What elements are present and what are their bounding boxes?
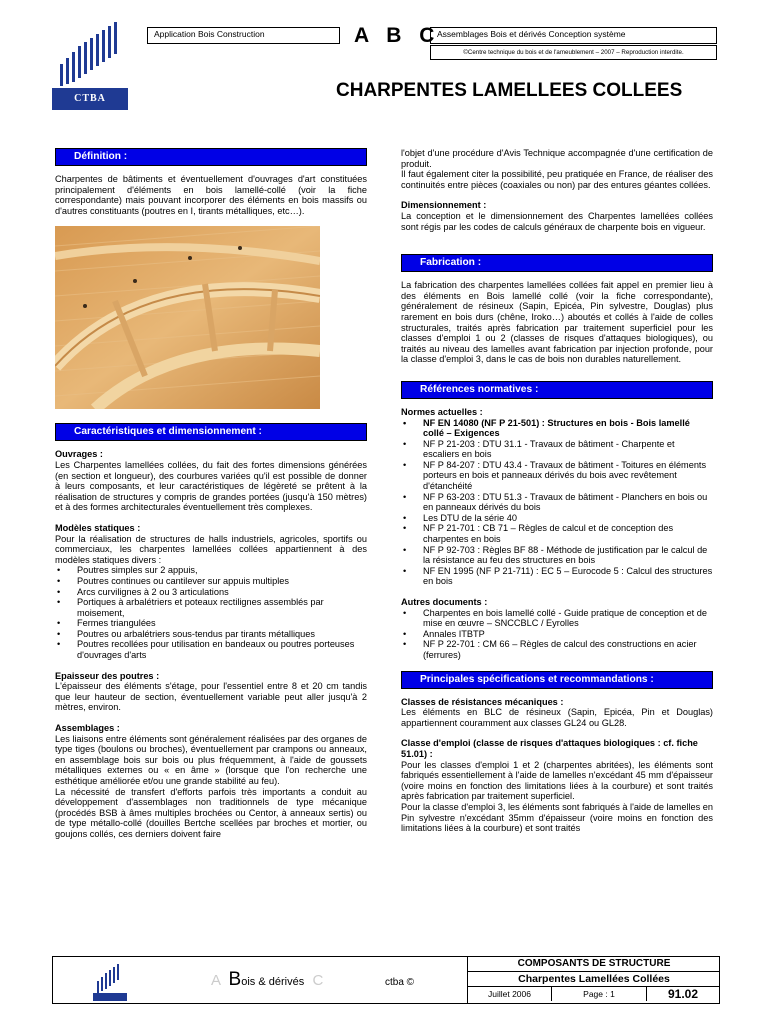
footer-abc: [211, 969, 323, 991]
list-item: • NF P 63-203 : DTU 51.3 - Travaux de bâtiment - Planchers en bois ou en panneaux dérivés du bois: [401, 492, 713, 513]
footer-meta: [468, 987, 720, 1001]
epaisseur-text: L'épaisseur des éléments s'étage, pour l'essentiel entre 8 et 20 cm tandis que leur hauteur de section, éventuellement variable peut aller jusqu'à 2 mètres, environ.: [55, 681, 367, 713]
assemblages-heading: Assemblages :: [55, 723, 120, 734]
list-item: • Poutres recollées pour utilisation en bandeaux ou poutres porteuses d'ouvrages d'arts: [55, 639, 367, 660]
list-item: • Poutres ou arbalétriers sous-tendus par tirants métalliques: [55, 629, 367, 640]
header-assemblages: Assemblages Bois et dérivés Conception système: [430, 27, 717, 44]
list-item: • Fermes triangulées: [55, 618, 367, 629]
header-copyright: ©Centre technique du bois et de l'ameublement – 2007 – Reproduction interdite.: [430, 45, 717, 60]
continuation-text: l'objet d'une procédure d'Avis Technique accompagnée d'une certification de produit.: [401, 148, 713, 169]
list-item: • Arcs curvilignes à 2 ou 3 articulations: [55, 587, 367, 598]
footer-ctba: ctba ©: [385, 977, 415, 988]
footer-page: Page : 1: [552, 987, 647, 1001]
footer-number: 91.02: [667, 987, 699, 1001]
left-column: [55, 148, 367, 840]
classes-heading: Classes de résistances mécaniques :: [401, 696, 564, 707]
list-item: • Poutres simples sur 2 appuis,: [55, 565, 367, 576]
fabrication-text: La fabrication des charpentes lamellées collées fait appel en premier lieu à des éléments en Bois lamellé collé (voir la fiche correspondante), généralement de résineux (Sapin, Epicéa, Pin sylvestre, Douglas) plus rarement en bois durs (chêne, Iroko…) aboutés et collés à l'aide de colles structurales, traités après fabrication par traitement superficiel pour les classes d'emploi 1 ou 2 (classes de risques d'attaques biologiques), ou traités au niveau des lamelles avant fabrication par injection profonde, pour la classe d'emploi 3, dans le cas de bois non durables naturellement.: [401, 280, 713, 365]
page-title: CHARPENTES LAMELLEES COLLEES: [336, 80, 683, 101]
footer-title: Charpentes Lamellées Collées: [468, 972, 720, 987]
header-application: Application Bois Construction: [147, 27, 340, 44]
modeles-heading: Modèles statiques :: [55, 522, 141, 533]
emploi-heading: Classe d'emploi (classe de risques d'attaques biologiques : cf. fiche 51.01) :: [401, 738, 698, 759]
page-footer: [52, 956, 720, 1004]
footer-abc-rest: ois & dérivés: [241, 976, 305, 988]
dimensionnement-text: La conception et le dimensionnement des Charpentes lamellées collées sont régis par les codes de calculs généraux de charpente bois en vigueur.: [401, 210, 713, 232]
assemblages-text-2: La nécessité de transfert d'efforts parfois très importants a conduit au développement d'assemblages non traditionnels de type mécanique (procédés BSB à âmes multiples brochées ou Centor, à anneaux sertis) ou de type métallo-collé (douilles Bertche scellées par broches et mortier, ou goujons collés, ces derniers doivent faire: [55, 786, 367, 839]
list-item: • Portiques à arbalétriers et poteaux rectilignes assemblés par moisement,: [55, 597, 367, 618]
laminated-timber-photo: [55, 226, 320, 409]
list-item: • Les DTU de la série 40: [401, 513, 713, 524]
ctba-logo: [52, 20, 128, 110]
footer-abc-c: C: [312, 972, 324, 989]
right-column: [401, 148, 713, 834]
epaisseur-heading: Epaisseur des poutres :: [55, 670, 160, 681]
list-item: • NF EN 14080 (NF P 21-501) : Structures en bois - Bois lamellé collé – Exigences: [401, 418, 713, 439]
footer-info: [467, 957, 720, 1003]
footer-abc-a: A: [211, 972, 221, 989]
autres-list: [401, 608, 713, 661]
list-item: • NF EN 1995 (NF P 21-711) : EC 5 – Eurocode 5 : Calcul des structures en bois: [401, 566, 713, 587]
modeles-list: [55, 565, 367, 660]
emploi-text-2: Pour la classe d'emploi 3, les éléments sont fabriqués à l'aide de lamelles en Pin sylvestre n'excédant 35mm d'épaisseur (voire moins en fonction des limitations liées à la courbure) et sont traités: [401, 801, 713, 834]
list-item: • NF P 22-701 : CM 66 – Règles de calcul des constructions en acier (ferrures): [401, 639, 713, 660]
footer-abc-b: B: [228, 969, 242, 990]
header-abc: A B C: [354, 24, 441, 47]
footer-date: Juillet 2006: [468, 987, 552, 1001]
entures-text: Il faut également citer la possibilité, peu pratiquée en France, de réaliser des continuités entre pièces (coaxiales ou non) par des entures géantes collées.: [401, 169, 713, 190]
footer-category: COMPOSANTS DE STRUCTURE: [468, 957, 720, 972]
section-fabrication: Fabrication :: [401, 254, 713, 272]
emploi-text: Pour les classes d'emploi 1 et 2 (charpentes abritées), les éléments sont fabriqués essentiellement à l'aide de lamelles n'excédant 45 mm d'épaisseur (voire moins en fonction des limitations liées à la courbure) et sont traités après fabrication par traitement superficiel.: [401, 759, 713, 802]
section-caracteristiques: Caractéristiques et dimensionnement :: [55, 423, 367, 441]
list-item: • NF P 21-701 : CB 71 – Règles de calcul et de conception des charpentes en bois: [401, 523, 713, 544]
normes-list: [401, 418, 713, 588]
list-item: • NF P 84-207 : DTU 43.4 - Travaux de bâtiment - Toitures en éléments porteurs en bois et panneaux dérivés du bois avec revêtement d'étanchéité: [401, 460, 713, 492]
normes-heading: Normes actuelles :: [401, 406, 483, 417]
list-item: • NF P 21-203 : DTU 31.1 - Travaux de bâtiment - Charpente et escaliers en bois: [401, 439, 713, 460]
ouvrages-text: Les Charpentes lamellées collées, du fait des fortes dimensions générées (en section et longueur), des courbures variées qu'il est possible de donner à leurs composants, et leur caractéristiques de légèreté se prêtent à la réalisation de structures y compris de grandes portées (jusqu'à 150 mètres) et à des formes architecturales éventuellement très complexes.: [55, 459, 367, 513]
autres-heading: Autres documents :: [401, 597, 488, 607]
list-item: • Annales ITBTP: [401, 629, 713, 640]
section-definition: Définition :: [55, 148, 367, 166]
list-item: • Poutres continues ou cantilever sur appuis multiples: [55, 576, 367, 587]
section-specifications: Principales spécifications et recommandations :: [401, 671, 713, 689]
assemblages-text: Les liaisons entre éléments sont généralement réalisées par des organes de type tiges (boulons ou broches), éventuellement par crampons ou anneaux, en assemblage bois sur bois ou plus fréquemment, à l'aide de goussets métalliques externes ou « en âme » (lorsque que l'on recherche une esthétique améliorée et/ou une grande stabilité au feu).: [55, 733, 367, 786]
ctba-logo-icon: [52, 20, 128, 88]
list-item: • Charpentes en bois lamellé collé - Guide pratique de conception et de mise en œuvre – SNCCBLC / Eyrolles: [401, 608, 713, 629]
ctba-footer-logo-icon: [93, 961, 127, 1001]
dimensionnement-heading: Dimensionnement :: [401, 200, 487, 211]
section-references: Références normatives :: [401, 381, 713, 399]
classes-text: Les éléments en BLC de résineux (Sapin, Epicéa, Pin et Douglas) appartiennent couramment aux classes GL24 ou GL28.: [401, 707, 713, 728]
modeles-text: Pour la réalisation de structures de halls industriels, agricoles, sportifs ou commerciaux, les charpentes lamellées collées appartiennent à des modèles statiques divers :: [55, 533, 367, 565]
ouvrages-heading: Ouvrages :: [55, 449, 103, 460]
list-item: • NF P 92-703 : Règles BF 88 - Méthode de justification par le calcul de la résistance au feu des structures en bois: [401, 545, 713, 566]
definition-text: Charpentes de bâtiments et éventuellement d'ouvrages d'art constituées principalement d'éléments en bois lamellé-collé (voir la fiche correspondante) mais pouvant incorporer des éléments en bois massifs ou d'autres constituants (poutres en I, tirants métalliques, etc…).: [55, 174, 367, 216]
ctba-logo-label: CTBA: [52, 88, 128, 110]
